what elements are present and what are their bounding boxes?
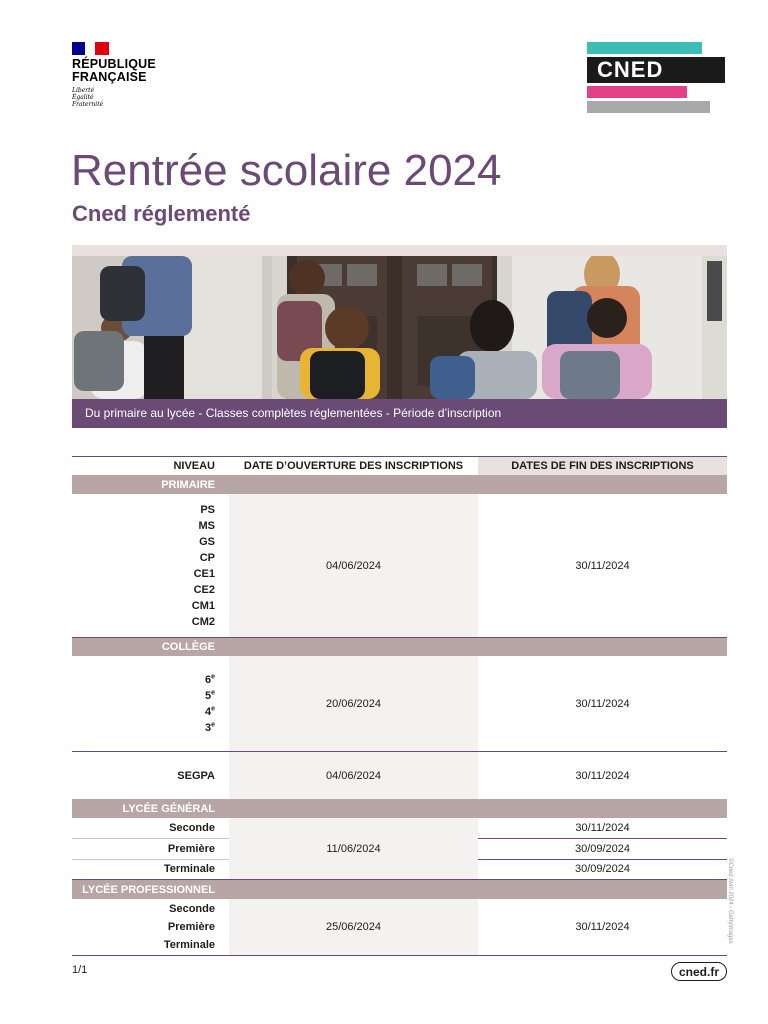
section-primaire-label: PRIMAIRE — [161, 478, 215, 491]
rf-motto — [72, 87, 182, 108]
level-seconde: Seconde — [169, 822, 215, 834]
section-primaire — [72, 475, 727, 494]
section-college-label: COLLÈGE — [161, 641, 215, 653]
lycee-general-open-date: 11/06/2024 — [229, 818, 478, 879]
level-cm2: CM2 — [191, 615, 215, 628]
level-ce1: CE1 — [193, 567, 215, 580]
lycee-pro-close-date: 30/11/2024 — [575, 921, 630, 933]
level-gs: GS — [199, 535, 215, 548]
rf-name-line1: RÉPUBLIQUE — [72, 57, 156, 71]
level-5e: 5e — [204, 688, 215, 702]
level-3e: 3e — [204, 720, 215, 734]
table-row-terminale — [72, 859, 727, 879]
level-ms: MS — [198, 519, 215, 532]
level-pro-terminale: Terminale — [163, 939, 215, 951]
header-niveau: NIVEAU — [72, 457, 229, 475]
lycee-pro-open-date: 25/06/2024 — [229, 899, 478, 955]
banner-caption: Du primaire au lycée - Classes complètes réglementées - Période d’inscription — [72, 399, 727, 428]
college-levels — [72, 656, 229, 751]
college-open-date: 20/06/2024 — [229, 656, 478, 751]
copyright-notice: ©Cned Avril 2024 - Gettyimages — [727, 858, 733, 944]
segpa-open-date: 04/06/2024 — [229, 752, 478, 799]
segpa-close-date: 30/11/2024 — [575, 769, 630, 782]
students-photo — [72, 256, 727, 399]
rf-motto-egalite: Égalité — [72, 94, 94, 101]
table-header-row — [72, 456, 727, 475]
table-row-premiere — [72, 838, 727, 859]
level-ce2: CE2 — [193, 583, 215, 596]
page-number: 1/1 — [72, 964, 88, 976]
table-row-primaire — [72, 494, 727, 637]
level-ps: PS — [200, 503, 215, 516]
level-cp: CP — [199, 551, 215, 564]
level-pro-premiere: Première — [167, 921, 215, 933]
terminale-close-date: 30/09/2024 — [574, 863, 631, 875]
level-4e: 4e — [204, 704, 215, 718]
rf-name-line2: FRANÇAISE — [72, 70, 147, 84]
primaire-open-date: 04/06/2024 — [229, 494, 478, 637]
cned-logo-text: CNED — [597, 57, 664, 82]
primaire-levels — [72, 494, 229, 637]
section-college — [72, 637, 727, 656]
table-row-segpa — [72, 751, 727, 799]
table-row-college — [72, 656, 727, 751]
french-flag-icon — [72, 42, 109, 55]
lycee-pro-levels — [72, 899, 229, 955]
level-pro-seconde: Seconde — [169, 903, 215, 915]
cned-logo-grey-bar — [587, 101, 710, 113]
level-6e: 6e — [204, 672, 215, 686]
rf-motto-liberte: Liberté — [72, 87, 95, 94]
level-terminale: Terminale — [163, 863, 215, 875]
header-date-ouverture: DATE D’OUVERTURE DES INSCRIPTIONS — [229, 457, 478, 475]
table-row-seconde — [72, 818, 727, 838]
level-premiere: Première — [167, 842, 215, 855]
table-row-lycee-pro — [72, 899, 727, 956]
republique-francaise-logo — [72, 42, 182, 116]
section-lycee-general — [72, 799, 727, 818]
primaire-close-date: 30/11/2024 — [575, 559, 630, 572]
college-close-date: 30/11/2024 — [575, 697, 630, 710]
section-lycee-general-label: LYCÉE GÉNÉRAL — [122, 802, 215, 815]
level-segpa: SEGPA — [177, 769, 215, 782]
premiere-close-date: 30/09/2024 — [574, 842, 631, 855]
page-subtitle: Cned réglementé — [72, 201, 251, 226]
rf-motto-fraternite: Fraternité — [72, 101, 104, 108]
cned-website-link[interactable]: cned.fr — [671, 962, 727, 981]
cned-logo — [587, 42, 727, 116]
header-date-fin: DATES DE FIN DES INSCRIPTIONS — [478, 457, 727, 475]
level-cm1: CM1 — [191, 599, 215, 612]
page-title: Rentrée scolaire 2024 — [71, 146, 502, 195]
cned-logo-pink-bar — [587, 86, 687, 98]
seconde-close-date: 30/11/2024 — [575, 822, 630, 834]
banner-top-strip — [72, 245, 727, 256]
section-lycee-pro — [72, 879, 727, 899]
cned-logo-teal-bar — [587, 42, 702, 54]
section-lycee-pro-label: LYCÉE PROFESSIONNEL — [82, 883, 215, 896]
